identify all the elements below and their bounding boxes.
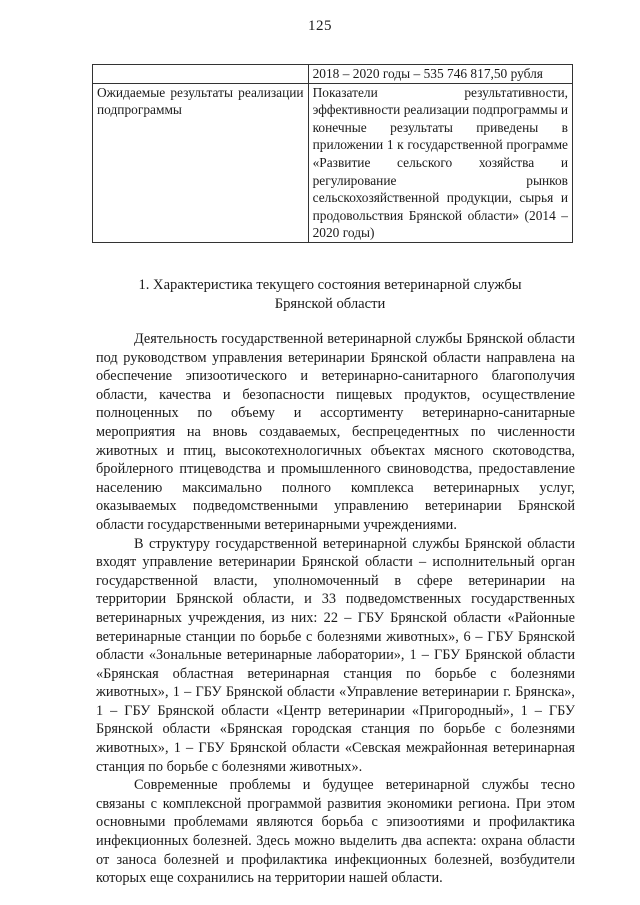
section-heading	[60, 276, 600, 314]
subprogram-info-table	[92, 64, 573, 243]
page-number: 125	[308, 18, 332, 34]
body-text	[96, 330, 575, 888]
paragraph: Современные проблемы и будущее ветеринарной службы тесно связаны с комплексной программой развития экономики региона. При этом основными проблемами являются борьба с эпизоотиями и профилактика инфекционных болезней. Здесь можно выделить два аспекта: охрана области от заноса болезней и профилактика инфекционных болезней, возбудители которых еще сохранились на территории нашей области.	[96, 777, 575, 887]
table-row	[93, 65, 573, 84]
table-cell-value-text: Показатели результативности, эффективности реализации подпрограммы и конечные результаты приведены в приложении 1 к государственной программе «Развитие сельского хозяйства и регулирование рынков сельскохозяйственной продукции, сырья и продовольствия Брянской области» (2014 – 2020 годы)	[312, 84, 568, 241]
table-row	[93, 83, 573, 242]
table-cell-label	[93, 65, 309, 84]
paragraph: В структуру государственной ветеринарной службы Брянской области входят управление ветеринарии Брянской области – исполнительный орган государственной власти, уполномоченный в сфере ветеринарии на территории Брянской области, и 33 подведомственных государственных ветеринарных учреждения, из них: 22 – ГБУ Брянской области «Районные ветеринарные станции по борьбе с болезнями животных», 6 – ГБУ Брянской области «Зональные ветеринарные лаборатории», 1 – ГБУ Брянской области «Брянская областная ветеринарная станция по борьбе с болезнями животных», 1 – ГБУ Брянской области «Управление ветеринарии г. Брянска», 1 – ГБУ Брянской области «Центр ветеринарии «Пригородный», 1 – ГБУ Брянской области «Брянская городская станция по борьбе с болезнями животных», 1 – ГБУ Брянской области «Севская межрайонная ветеринарная станция по борьбе с болезнями животных».	[96, 535, 575, 775]
paragraph: Деятельность государственной ветеринарной службы Брянской области под руководством управления ветеринарии Брянской области направлена на обеспечение эпизоотического и ветеринарно-санитарного благополучия области, качества и безопасности пищевых продуктов, осуществление полноценных по объему и ассортименту ветеринарно-санитарные мероприятия на вновь создаваемых, беспрецедентных по численности животных и птиц, высокотехнологичных объектах мясного скотоводства, бройлерного птицеводства и промышленного свиноводства, предоставление населению максимально полного комплекса ветеринарных услуг, оказываемых подведомственными управлению ветеринарии Брянской области государственными ветеринарными учреждениями.	[96, 331, 575, 533]
table-cell-label-text: Ожидаемые результаты реализации подпрограммы	[97, 84, 304, 118]
section-heading-line2: Брянской области	[274, 296, 386, 312]
table-cell-label	[93, 83, 309, 242]
table-cell-value	[308, 65, 572, 84]
table-cell-value-text: 2018 – 2020 годы – 535 746 817,50 рубля	[312, 66, 543, 81]
table-cell-value	[308, 83, 572, 242]
section-heading-line1: 1. Характеристика текущего состояния ветеринарной службы	[138, 277, 522, 293]
